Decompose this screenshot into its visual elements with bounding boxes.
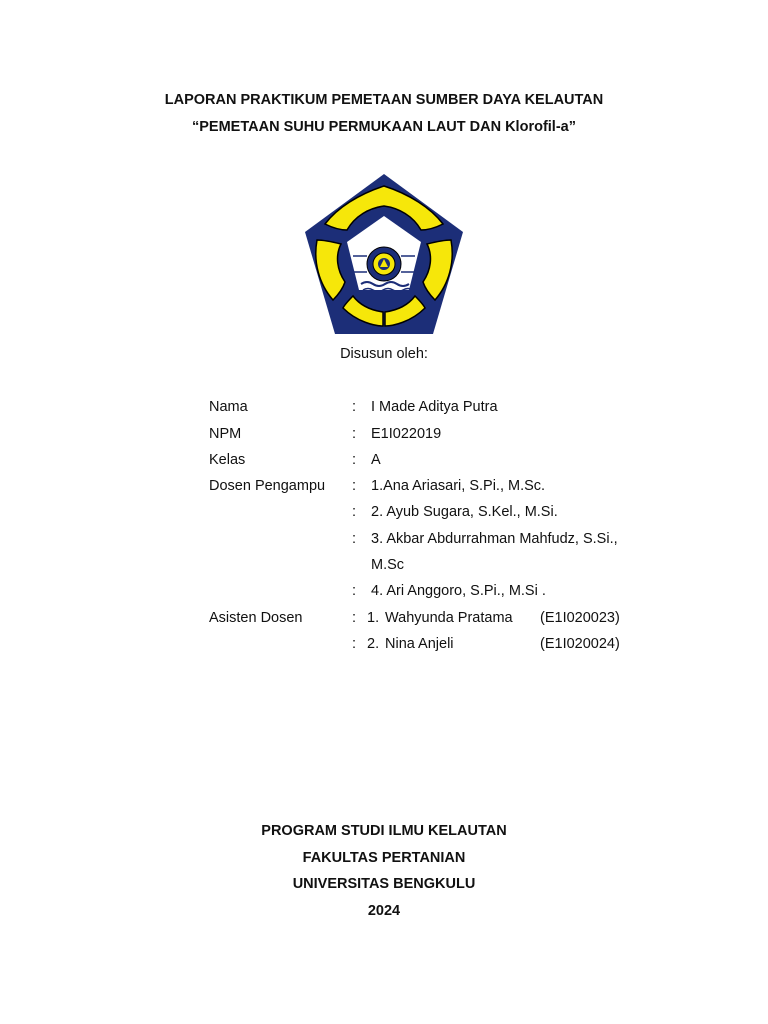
separator: :	[352, 478, 357, 494]
assistant-label: Asisten Dosen	[209, 610, 303, 626]
lecturer-item-continuation: M.Sc	[371, 557, 405, 573]
lecturer-row-continued	[0, 556, 768, 576]
npm-value: E1I022019	[371, 426, 442, 442]
lecturer-item: 2. Ayub Sugara, S.Kel., M.Si.	[371, 504, 558, 520]
lecturer-label: Dosen Pengampu	[209, 478, 326, 494]
class-label: Kelas	[209, 452, 246, 468]
prepared-by-label: Disusun oleh:	[340, 346, 428, 362]
name-row	[0, 398, 768, 418]
separator: :	[352, 426, 357, 442]
assistant-name: Wahyunda Pratama	[385, 610, 513, 626]
lecturer-item: 4. Ari Anggoro, S.Pi., M.Si .	[371, 583, 546, 599]
university: UNIVERSITAS BENGKULU	[292, 876, 476, 892]
study-program: PROGRAM STUDI ILMU KELAUTAN	[261, 823, 507, 839]
separator: :	[352, 583, 357, 599]
separator: :	[352, 399, 357, 415]
class-value: A	[371, 452, 381, 468]
class-row	[0, 451, 768, 471]
separator: :	[352, 504, 357, 520]
assistant-number: 1.	[367, 610, 380, 626]
name-value: I Made Aditya Putra	[371, 399, 498, 415]
lecturer-row	[0, 477, 768, 497]
year: 2024	[367, 903, 401, 919]
separator: :	[352, 636, 357, 652]
assistant-row	[0, 609, 768, 629]
separator: :	[352, 610, 357, 626]
name-label: Nama	[209, 399, 248, 415]
lecturer-row	[0, 530, 768, 550]
assistant-row	[0, 635, 768, 655]
report-subtitle: “PEMETAAN SUHU PERMUKAAN LAUT DAN Klorofil-a”	[192, 119, 576, 135]
separator: :	[352, 452, 357, 468]
npm-row	[0, 425, 768, 445]
assistant-number: 2.	[367, 636, 380, 652]
lecturer-row	[0, 503, 768, 523]
university-emblem-icon	[303, 172, 465, 336]
faculty: FAKULTAS PERTANIAN	[302, 850, 466, 866]
lecturer-item: 3. Akbar Abdurrahman Mahfudz, S.Si.,	[371, 531, 618, 547]
assistant-name: Nina Anjeli	[385, 636, 454, 652]
lecturer-row	[0, 582, 768, 602]
npm-label: NPM	[209, 426, 242, 442]
report-title: LAPORAN PRAKTIKUM PEMETAAN SUMBER DAYA KELAUTAN	[164, 92, 604, 108]
lecturer-item: 1.Ana Ariasari, S.Pi., M.Sc.	[371, 478, 546, 494]
separator: :	[352, 531, 357, 547]
assistant-id: (E1I020024)	[540, 636, 620, 652]
assistant-id: (E1I020023)	[540, 610, 620, 626]
